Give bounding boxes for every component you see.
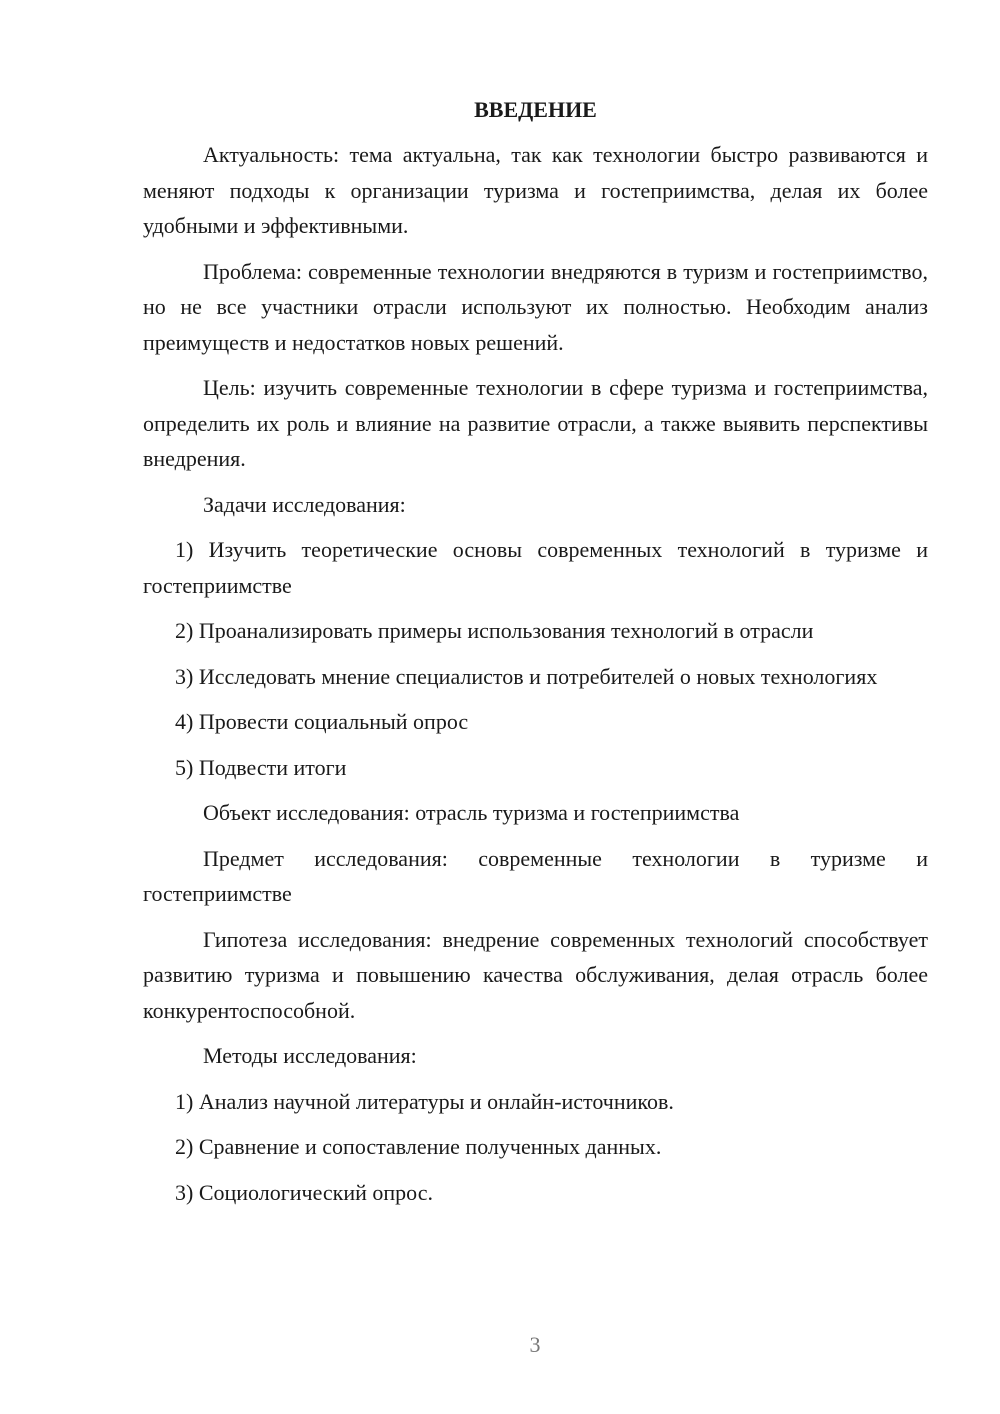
- tasks-heading: Задачи исследования:: [203, 491, 406, 517]
- relevance-paragraph: Актуальность: тема актуальна, так как технологии быстро развиваются и меняют подходы к организации туризма и гостеприимства, делая их более удобными и эффективными.: [143, 142, 928, 238]
- page-title: ВВЕДЕНИЕ: [474, 97, 597, 122]
- method-item-1: 1) Анализ научной литературы и онлайн-источников.: [175, 1088, 674, 1114]
- subject-paragraph: Предмет исследования: современные технологии в туризме и гостеприимстве: [143, 845, 928, 906]
- page-number: 3: [529, 1332, 541, 1357]
- method-item-3: 3) Социологический опрос.: [175, 1179, 433, 1205]
- methods-heading: Методы исследования:: [203, 1043, 417, 1068]
- hypothesis-paragraph: Гипотеза исследования: внедрение современных технологий способствует развитию туризма и повышению качества обслуживания, делая отрасль более конкурентоспособной.: [143, 926, 928, 1023]
- task-item-3: 3) Исследовать мнение специалистов и потребителей о новых технологиях: [175, 663, 878, 689]
- task-item-4: 4) Провести социальный опрос: [175, 709, 469, 734]
- task-item-2: 2) Проанализировать примеры использования технологий в отрасли: [175, 618, 814, 643]
- document-body: [143, 92, 928, 1220]
- method-item-2: 2) Сравнение и сопоставление полученных данных.: [175, 1134, 662, 1159]
- task-item-1: 1) Изучить теоретические основы современных технологий в туризме и гостеприимстве: [143, 537, 928, 598]
- object-paragraph: Объект исследования: отрасль туризма и гостеприимства: [203, 800, 740, 825]
- goal-paragraph: Цель: изучить современные технологии в сфере туризма и гостеприимства, определить их роль и влияние на развитие отрасли, а также выявить перспективы внедрения.: [143, 375, 928, 471]
- task-item-5: 5) Подвести итоги: [175, 754, 347, 780]
- problem-paragraph: Проблема: современные технологии внедряются в туризм и гостеприимство, но не все участники отрасли используют их полностью. Необходим анализ преимуществ и недостатков новых решений.: [143, 258, 928, 355]
